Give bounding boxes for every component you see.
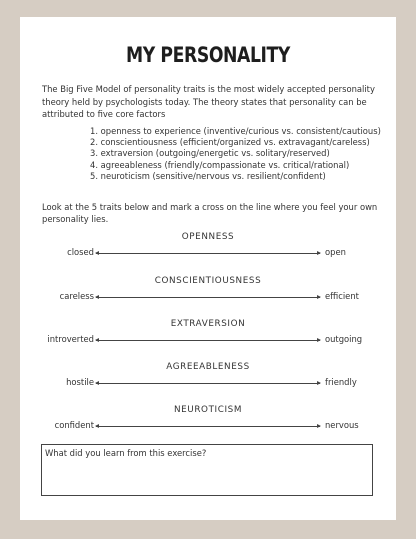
- trait-agreeableness: [20, 362, 396, 396]
- instructions-paragraph: Look at the 5 traits below and mark a cross on the line where you feel your own personality lies.: [42, 202, 378, 224]
- trait-right-label: efficient: [325, 291, 359, 301]
- trait-scale-line[interactable]: [96, 383, 320, 384]
- trait-left-label: careless: [59, 291, 94, 301]
- trait-name: OPENNESS: [181, 232, 235, 242]
- factor-item-openness: 1. openness to experience (inventive/curious vs. consistent/cautious): [90, 126, 381, 136]
- trait-left-label: closed: [67, 247, 94, 257]
- trait-left-label: introverted: [47, 334, 94, 344]
- trait-openness: [20, 232, 396, 266]
- reflection-answer-box[interactable]: [41, 444, 373, 496]
- trait-left-label: confident: [54, 420, 94, 430]
- trait-conscientiousness: [20, 276, 396, 310]
- trait-name: CONSCIENTIOUSNESS: [154, 276, 262, 286]
- trait-scale-line[interactable]: [96, 426, 320, 427]
- trait-name: EXTRAVERSION: [170, 319, 246, 329]
- trait-name: NEUROTICISM: [173, 405, 243, 415]
- worksheet-page: [20, 17, 396, 520]
- trait-extraversion: [20, 319, 396, 353]
- trait-scale-line[interactable]: [96, 297, 320, 298]
- trait-right-label: friendly: [325, 377, 357, 387]
- factor-item-neuroticism: 5. neuroticism (sensitive/nervous vs. resilient/confident): [90, 170, 326, 181]
- page-title: MY PERSONALITY: [126, 43, 290, 67]
- reflection-prompt: What did you learn from this exercise?: [45, 448, 207, 458]
- factor-list: [90, 126, 386, 182]
- trait-scale-line[interactable]: [96, 340, 320, 341]
- trait-right-label: open: [325, 247, 346, 257]
- trait-right-label: outgoing: [325, 334, 363, 344]
- intro-paragraph: The Big Five Model of personality traits is the most widely accepted personality theory held by psychologists today. The theory states that personality can be attributed to five core factors: [42, 84, 375, 120]
- trait-left-label: hostile: [66, 377, 94, 387]
- trait-right-label: nervous: [325, 420, 359, 430]
- factor-item-agreeableness: 4. agreeableness (friendly/compassionate vs. critical/rational): [90, 159, 350, 170]
- trait-neuroticism: [20, 405, 396, 439]
- factor-item-extraversion: 3. extraversion (outgoing/energetic vs. solitary/reserved): [90, 148, 330, 159]
- factor-item-conscientiousness: 2. conscientiousness (efficient/organized vs. extravagant/careless): [90, 137, 370, 148]
- trait-name: AGREEABLENESS: [166, 362, 250, 372]
- trait-scale-line[interactable]: [96, 253, 320, 254]
